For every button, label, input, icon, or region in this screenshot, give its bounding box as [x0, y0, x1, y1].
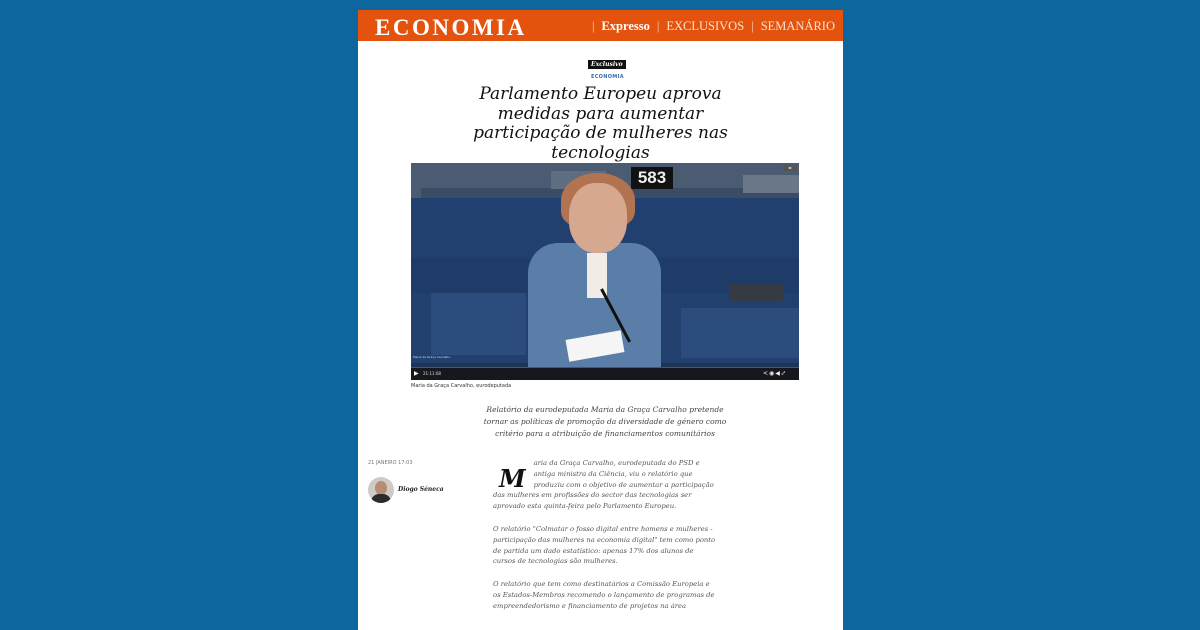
video-quality-icon[interactable]: ◂▸	[783, 165, 797, 171]
body-paragraph	[493, 458, 718, 512]
nav-link-exclusivos[interactable]: EXCLUSIVOS	[666, 19, 745, 33]
nav-link-expresso[interactable]: Expresso	[601, 19, 650, 33]
brand-logo[interactable]: ECONOMIA	[375, 15, 527, 40]
article-body	[493, 458, 718, 624]
video-monitor	[729, 284, 783, 302]
drop-cap: M	[499, 464, 526, 493]
video-player[interactable]	[411, 163, 799, 380]
paragraph-text: aria da Graça Carvalho, eurodeputada do PSD e antiga ministra da Ciência, viu o relatório que produziu com o objetivo de aumentar a participação das mulheres em profissões do sector das tecnologias ser aprovado esta quinta-feira pelo Parlamento Europeu.	[493, 459, 714, 511]
avatar-body	[371, 494, 391, 503]
section-label[interactable]: ECONOMIA	[591, 74, 624, 80]
settings-icon[interactable]: ◉	[769, 370, 776, 377]
video-time: 21:11:08	[423, 371, 441, 376]
play-icon[interactable]: ▶	[414, 370, 419, 377]
header-nav	[585, 19, 835, 34]
author-name[interactable]: Diogo Séneca	[398, 486, 444, 493]
video-lamp	[743, 175, 799, 193]
body-paragraph: O relatório que tem como destinatários a Comissão Europeia e os Estados-Membros recomendo o lançamento de programas de empreendedorismo e financiamento de projetos na área	[493, 580, 715, 610]
article-standfirst: Relatório da eurodeputada Maria da Graça Carvalho pretende tornar as políticas de promoção da diversidade de género como critério para a atribuição de financiamentos comunitários	[483, 405, 727, 438]
article-date: 21 JANEIRO 17:03	[368, 460, 413, 466]
fullscreen-icon[interactable]: ⤢	[780, 370, 787, 377]
video-control-bar	[411, 368, 799, 380]
nav-divider: |	[656, 19, 660, 33]
seat-number-sign: 583	[631, 167, 673, 189]
photo-caption: Maria da Graça Carvalho, eurodeputada	[411, 383, 512, 389]
speaker-face	[569, 183, 627, 253]
article-page	[358, 10, 843, 630]
site-header	[358, 10, 843, 41]
nav-divider: |	[591, 19, 595, 33]
volume-icon[interactable]: ◀	[775, 370, 781, 377]
video-controls-right[interactable]	[763, 369, 799, 378]
article-headline: Parlamento Europeu aprova medidas para aumentar participação de mulheres nas tecnologias	[473, 84, 728, 163]
video-desk	[681, 308, 799, 358]
share-icon[interactable]: <	[763, 370, 770, 377]
avatar-face	[375, 481, 387, 495]
body-paragraph: O relatório "Colmatar o fosso digital entre homens e mulheres - participação das mulheres na economia digital" tem como ponto de partida um dado estatístico: apenas 17% dos alunos de cursos de tecnologias são mulheres.	[493, 524, 716, 566]
exclusive-badge: Exclusivo	[588, 60, 626, 69]
video-overlay-caption: Maria da Graça Carvalho	[413, 355, 451, 359]
nav-divider: |	[751, 19, 754, 33]
nav-link-semanario[interactable]: SEMANÁRIO	[760, 19, 835, 33]
author-avatar[interactable]	[368, 477, 394, 503]
video-desk	[431, 293, 526, 355]
